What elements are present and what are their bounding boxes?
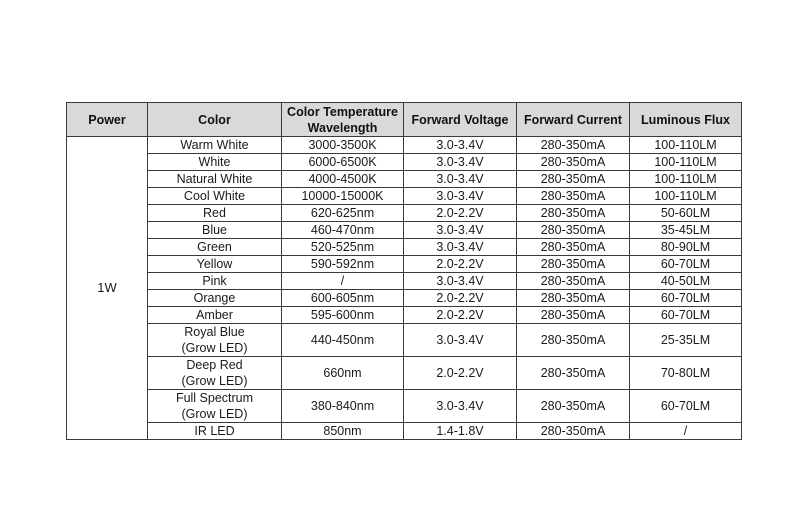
power-cell: 1W bbox=[67, 137, 148, 440]
voltage-cell: 3.0-3.4V bbox=[404, 222, 517, 239]
table-row bbox=[67, 256, 742, 273]
wavelength-cell: 660nm bbox=[282, 357, 404, 390]
table-row bbox=[67, 273, 742, 290]
current-cell: 280-350mA bbox=[517, 137, 630, 154]
current-cell: 280-350mA bbox=[517, 188, 630, 205]
current-cell: 280-350mA bbox=[517, 357, 630, 390]
current-cell: 280-350mA bbox=[517, 273, 630, 290]
wavelength-cell: 850nm bbox=[282, 423, 404, 440]
color-cell: Yellow bbox=[148, 256, 282, 273]
voltage-cell: 3.0-3.4V bbox=[404, 137, 517, 154]
flux-cell: 50-60LM bbox=[630, 205, 742, 222]
led-spec-table bbox=[66, 102, 742, 440]
voltage-cell: 3.0-3.4V bbox=[404, 188, 517, 205]
wavelength-cell: / bbox=[282, 273, 404, 290]
table-row bbox=[67, 423, 742, 440]
table-row bbox=[67, 239, 742, 256]
voltage-cell: 2.0-2.2V bbox=[404, 205, 517, 222]
current-cell: 280-350mA bbox=[517, 390, 630, 423]
flux-cell: 70-80LM bbox=[630, 357, 742, 390]
wavelength-cell: 6000-6500K bbox=[282, 154, 404, 171]
flux-cell: 100-110LM bbox=[630, 137, 742, 154]
flux-cell: 60-70LM bbox=[630, 290, 742, 307]
flux-cell: 25-35LM bbox=[630, 324, 742, 357]
voltage-cell: 3.0-3.4V bbox=[404, 154, 517, 171]
wavelength-cell: 600-605nm bbox=[282, 290, 404, 307]
table-row bbox=[67, 222, 742, 239]
voltage-cell: 2.0-2.2V bbox=[404, 256, 517, 273]
current-cell: 280-350mA bbox=[517, 222, 630, 239]
header-color: Color bbox=[148, 103, 282, 137]
wavelength-cell: 380-840nm bbox=[282, 390, 404, 423]
voltage-cell: 2.0-2.2V bbox=[404, 307, 517, 324]
flux-cell: 80-90LM bbox=[630, 239, 742, 256]
table-row bbox=[67, 188, 742, 205]
color-cell: White bbox=[148, 154, 282, 171]
header-forward-voltage: Forward Voltage bbox=[404, 103, 517, 137]
voltage-cell: 1.4-1.8V bbox=[404, 423, 517, 440]
flux-cell: 100-110LM bbox=[630, 171, 742, 188]
color-cell: Red bbox=[148, 205, 282, 222]
current-cell: 280-350mA bbox=[517, 256, 630, 273]
current-cell: 280-350mA bbox=[517, 154, 630, 171]
flux-cell: 60-70LM bbox=[630, 390, 742, 423]
color-cell: Full Spectrum (Grow LED) bbox=[148, 390, 282, 423]
flux-cell: 35-45LM bbox=[630, 222, 742, 239]
color-cell: Royal Blue (Grow LED) bbox=[148, 324, 282, 357]
table-row bbox=[67, 390, 742, 423]
color-cell: Warm White bbox=[148, 137, 282, 154]
voltage-cell: 3.0-3.4V bbox=[404, 171, 517, 188]
flux-cell: 60-70LM bbox=[630, 307, 742, 324]
current-cell: 280-350mA bbox=[517, 290, 630, 307]
color-cell: Green bbox=[148, 239, 282, 256]
color-cell: Orange bbox=[148, 290, 282, 307]
flux-cell: 100-110LM bbox=[630, 154, 742, 171]
voltage-cell: 3.0-3.4V bbox=[404, 324, 517, 357]
wavelength-cell: 4000-4500K bbox=[282, 171, 404, 188]
color-cell: Cool White bbox=[148, 188, 282, 205]
wavelength-cell: 520-525nm bbox=[282, 239, 404, 256]
color-cell: Deep Red (Grow LED) bbox=[148, 357, 282, 390]
wavelength-cell: 595-600nm bbox=[282, 307, 404, 324]
current-cell: 280-350mA bbox=[517, 307, 630, 324]
wavelength-cell: 620-625nm bbox=[282, 205, 404, 222]
color-cell: Amber bbox=[148, 307, 282, 324]
header-color-temperature: Color Temperature Wavelength bbox=[282, 103, 404, 137]
table-body bbox=[67, 137, 742, 440]
flux-cell: 60-70LM bbox=[630, 256, 742, 273]
wavelength-cell: 460-470nm bbox=[282, 222, 404, 239]
flux-cell: 100-110LM bbox=[630, 188, 742, 205]
current-cell: 280-350mA bbox=[517, 239, 630, 256]
header-forward-current: Forward Current bbox=[517, 103, 630, 137]
table-row bbox=[67, 137, 742, 154]
flux-cell: 40-50LM bbox=[630, 273, 742, 290]
table-row bbox=[67, 324, 742, 357]
table-row bbox=[67, 171, 742, 188]
table-row bbox=[67, 307, 742, 324]
current-cell: 280-350mA bbox=[517, 205, 630, 222]
header-luminous-flux: Luminous Flux bbox=[630, 103, 742, 137]
voltage-cell: 3.0-3.4V bbox=[404, 239, 517, 256]
header-power: Power bbox=[67, 103, 148, 137]
voltage-cell: 2.0-2.2V bbox=[404, 357, 517, 390]
wavelength-cell: 440-450nm bbox=[282, 324, 404, 357]
color-cell: Natural White bbox=[148, 171, 282, 188]
wavelength-cell: 10000-15000K bbox=[282, 188, 404, 205]
color-cell: IR LED bbox=[148, 423, 282, 440]
header-row bbox=[67, 103, 742, 137]
voltage-cell: 2.0-2.2V bbox=[404, 290, 517, 307]
table-row bbox=[67, 290, 742, 307]
voltage-cell: 3.0-3.4V bbox=[404, 273, 517, 290]
color-cell: Pink bbox=[148, 273, 282, 290]
color-cell: Blue bbox=[148, 222, 282, 239]
current-cell: 280-350mA bbox=[517, 171, 630, 188]
current-cell: 280-350mA bbox=[517, 423, 630, 440]
current-cell: 280-350mA bbox=[517, 324, 630, 357]
table-row bbox=[67, 154, 742, 171]
voltage-cell: 3.0-3.4V bbox=[404, 390, 517, 423]
table-row bbox=[67, 357, 742, 390]
wavelength-cell: 590-592nm bbox=[282, 256, 404, 273]
flux-cell: / bbox=[630, 423, 742, 440]
table-row bbox=[67, 205, 742, 222]
wavelength-cell: 3000-3500K bbox=[282, 137, 404, 154]
